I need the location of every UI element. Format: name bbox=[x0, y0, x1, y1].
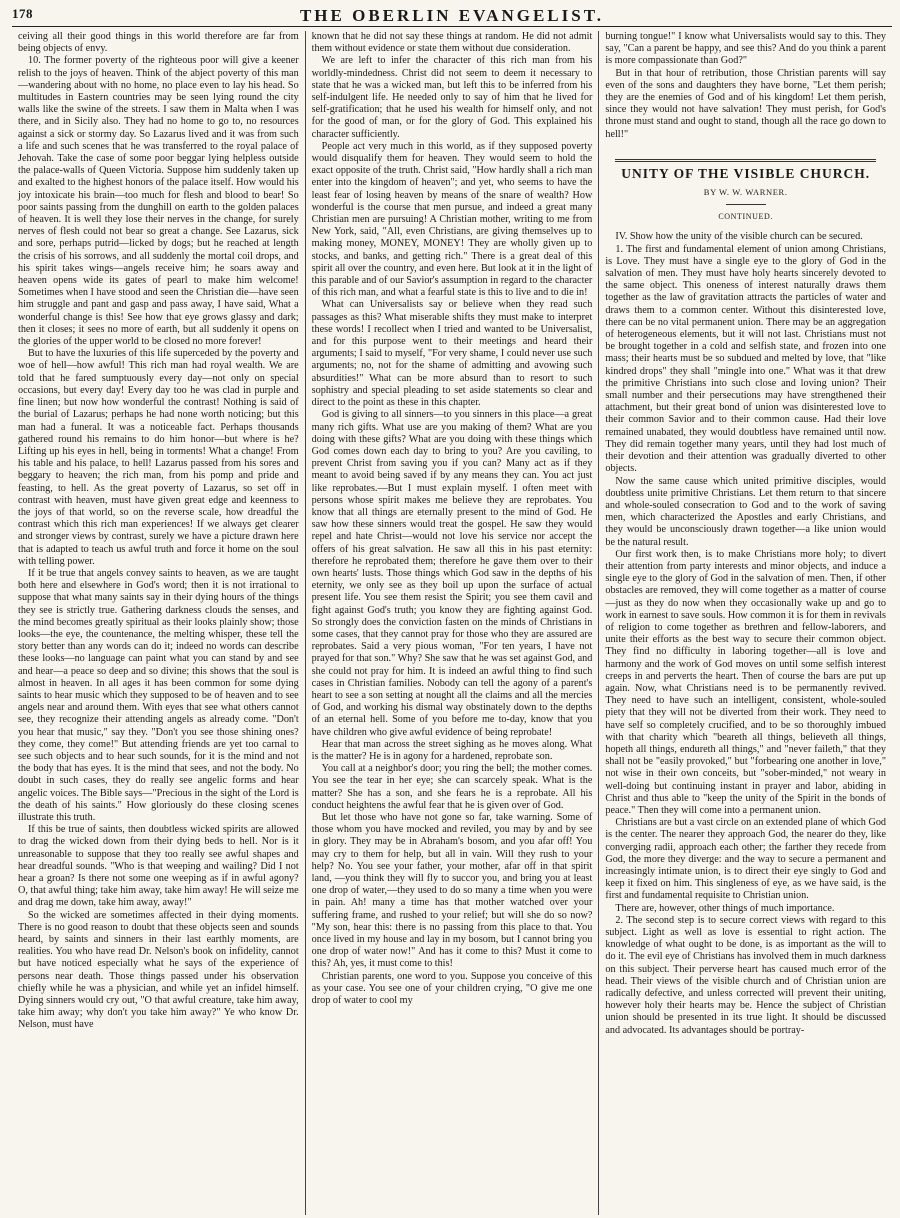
paragraph: 2. The second step is to secure correct views with regard to this subject. Light as well as love is essential to right action. The knowledge of what ought to be done, is as important as the will to do it. The evil eye of Christians has involved them in much darkness on this subject. Their perverse heart has caused much error of the head. Their views of the visible church and of Christian union are radically defective, and unless corrected will prevent their uniting, however holy their hearts may be. Hence the subject of Christian union should be presented in its true light. It should be discussed and advocated. Its advantages should be portray- bbox=[605, 914, 887, 1036]
column-middle bbox=[305, 31, 599, 1215]
paragraph: You call at a neighbor's door; you ring the bell; the mother comes. You see the tear in her eye; she can scarcely speak. What is the matter? She has a son, and she fears he is a reprobate. All his conduct heightens the awful fear that he is given over of God. bbox=[311, 763, 593, 811]
paragraph: God is giving to all sinners—to you sinners in this place—a great many rich gifts. What use are you making of them? What are you doing with these gifts? What are you doing with these things which God comes down each day to bring to you? Are you caviling, to prevent Christ from saving you if you can? Many act as if they meant to avoid being saved if by any means they can. You act just like reprobates.—But I must explain myself. I often meet with persons whose spirit makes me believe they are reprobates. You know that all things are eternally present to the mind of God. He saw how these sinners would treat the gospel. He saw they would repel and hate Christ—would not love his service nor accept the offers of his great salvation. He saw all this in his past eternity: therefore he reprobated them; therefore he gave them over to their own hearts' lusts. Those things which God saw in the depths of his eternity, we only see as they boil up upon the surface of actual present life. You see them resist the Spirit; you see them cavil and fight against God's truth; you know they are fighting against God. So strongly does the conviction fasten on the minds of Christians in some cases, that they cannot pray for those who they are assured are reprobates. Said a very pious woman, "For ten years, I have not prayed for that son." Why? She saw that he was set against God, and she could not pray for him. It is indeed an awful thing to find such cases in Christian families. Nobody can tell the agony of a parent's heart to see a son setting at nought all the claims and all the mercies of God, and working his dismal way obstinately down to the depths of an eternal hell. Some of you before me to-day, know that you have children who give awful evidence of being reprobate! bbox=[311, 409, 593, 738]
paragraph: Christian parents, one word to you. Suppose you conceive of this as your case. You see one of your children crying, "O give me one drop of water to cool my bbox=[311, 970, 593, 1007]
paragraph: Our first work then, is to make Christians more holy; to divert their attention from party interests and minor objects, and induce a single eye to the glory of God in the salvation of men. Then, if other obstacles are removed, they will come together as a matter of course—just as they do now when they occasionally wake up and go to work in earnest to save souls. How common it is for them in revivals of religion to come together as brethren and fellow-laborers, and unite their efforts as the best way to secure their common object. They find no difficulty in laboring together—all is love and harmony and the work of God moves on until some selfish interest creeps in and perverts the heart. Then of course the bars are put up again. Now, what Christians need is to be permanently revived. They need to have such an intelligent, consistent, whole-souled piety that they will not be diverted from their work. They need to have self so completely crucified, and to be so thoroughly imbued with that charity which "beareth all things, believeth all things, hopeth all things, endureth all things," and "never faileth," that they shall not be "easily provoked," but "forbearing one another in love," not wise in their own conceits, but "sober-minded," not weary in well-doing but continuing instant in prayer and labor, abiding in Christ and thus able to "keep the unity of the Spirit in the bonds of peace." Then they will come into a permanent union. bbox=[605, 548, 887, 816]
article-title: UNITY OF THE VISIBLE CHURCH. bbox=[621, 165, 871, 181]
column-right bbox=[598, 31, 892, 1215]
paragraph: Now the same cause which united primitive disciples, would doubtless unite primitive Christians. Let them return to that sincere and whole-souled consecration to God and to the work of saving men, which characterized the Apostles and early Christians, and they would be unconsciously drawn together—a like union would be the natural result. bbox=[605, 475, 887, 548]
byline-rule bbox=[726, 204, 766, 205]
paragraph: So the wicked are sometimes affected in their dying moments. There is no good reason to doubt that these objects seen and sounds heard, by saints and sinners in their last earthly moments, are realities. You who have read Dr. Nelson's book on infidelity, cannot but have noticed especially what he says of the experience of persons near death. Those things passed under his observation chiefly while he was a physician, and while yet an infidel himself. Dying sinners would cry out, "O that awful creature, take him away, take him away; why don't you take him away?" Ye who know Dr. Nelson, must have bbox=[18, 909, 299, 1031]
page-number: 178 bbox=[12, 6, 33, 21]
paragraph: 10. The former poverty of the righteous poor will give a keener relish to the joys of heaven. Think of the abject poverty of this man—wandering about with no home, no place even to lay his head. So multitudes in Eastern countries may be seen lying round the city walls like the swine of the streets. I saw them in Malta when I was there, and in Sicily also. They had no home to go to, no resources against a sick or stormy day. So Lazarus lived and it was from such a life and such scenes that he was transferred to the royal palace of Jehovah. Take the case of some poor beggar lying helpless outside the palace-walls of Queen Victoria. Suppose him suddenly taken up and exalted to the highest honors of the palace itself. How would his joy intoxicate his brain—too much for flesh and blood to bear! So poor saints passing from the dunghill on earth to the golden palaces of heaven. It is well they lose their nerves in the change, for surely nerves of flesh could not bear so great a change. See Lazarus, sick and sore, perhaps putrid—licked by dogs; but he reached at length the crisis of his sorrows, and all suddenly the mortal coil drops, and his spirit takes wings—angels receive him; he soars away and heaven opens wide its gates of pearl to make him welcome! Sometimes when I have stood and seen the Christian die—have seen him struggle and pant and gasp and pass away, I have said, What a wonderful change is this! See how that eye grows glassy and dark; then it closes; it sees no more of earth, but all suddenly it opens on the glories of the upper world to be closed no more forever! bbox=[18, 55, 299, 348]
header-rule bbox=[615, 159, 876, 162]
continued-label: CONTINUED. bbox=[718, 212, 774, 222]
paragraph: 1. The first and fundamental element of union among Christians, is Love. They must have a single eye to the glory of God in the salvation of men. They must have holy hearts sincerely devoted to the same object. This oneness of interest naturally draws them together as the law of gravitation attracts the particles of water and draws them to a common center. Without this disinterested love, there can be no vital permanent union. There may be an aggregation of heterogeneous elements, but it will not last. Christians must not be brought together in a cold and selfish state, and frozen into one mass; their hearts must be so subdued and melted by love, that "like kindred drops" they shall "mingle into one." What was it that drew the primitive Christians into such close and loving union? Their small number and their persecutions may have strengthened their attachment, but their great bond of union was disinterested love to their common Savior and to their common cause. Had their love remained unabated, they would doubtless have remained until now. They did remain together many years, until they had lost much of their devotion and their attention was gradually diverted to other objects. bbox=[605, 243, 887, 475]
paragraph: People act very much in this world, as if they supposed poverty would disqualify them for heaven. They would seem to hold the exact opposite of the truth. Christ said, "How hardly shall a rich man enter into the kingdom of heaven"; and yet, who seems to have the least fear of losing heaven by means of the snare of wealth? How wonderful is the course that men pursue, and indeed a great many Christian men are pursuing! A Christian mother, writing to me from New York, said, "All, even Christians, are giving themselves up to making money, MONEY, MONEY! They are wholly given up to stocks, and banks, and getting rich." There is a great deal of this spirit all over the country, and even here. But look at it in the light of this parable and of our Savior's assumption in regard to the character of this rich man, and what a fearful state is this to live and to die in! bbox=[311, 140, 593, 299]
paragraph: But in that hour of retribution, those Christian parents will say even of the sons and daughters they have borne, "Let them perish; they are the enemies of God and of his kingdom! Let them perish, since they would not have salvation! They must perish, for God's throne must stand and ought to stand, though all the race go down to hell!" bbox=[605, 67, 887, 140]
article-columns bbox=[12, 31, 892, 1215]
byline: BY W. W. WARNER. bbox=[703, 187, 788, 198]
paragraph: But let those who have not gone so far, take warning. Some of those whom you have mocked and reviled, you may by and by see in glory. They may be in Abraham's bosom, and you afar off! You may cry to them for help, but all in vain. Will they rush to your help? No. You see your father, your mother, afar off in that spirit land, —you think they will fly to succor you, and bring you at least one drop of water,—they used to do so many a time when you were in pain. Ah! many a time has that mother watched over your suffering frame, and rushed to your relief; but will she do so now? "My son, hear this: there is no passing from this place to that. You once lived in my house and lay in my bosom, but I cannot bring you one drop of water now!" And has it come to this? Must it come to this? Ah, yes, it must come to this! bbox=[311, 812, 593, 970]
paragraph: There are, however, other things of much importance. bbox=[615, 902, 835, 914]
paragraph: ceiving all their good things in this world therefore are far from being objects of envy. bbox=[18, 31, 299, 55]
paragraph: But to have the luxuries of this life superceded by the poverty and woe of hell—how awful! This rich man had royal wealth. We are told that he fared sumptuously every day—not only on special occasions, but every day! Every day too he was clad in purple and fine linen; but now how wonderful the contrast! Nothing is said of the burial of Lazarus; perhaps he had none worth noticing; but this man had a funeral. It was a noticeable fact. Perhaps thousands gathered round his remains to do him honor—but where is he? Lifting up his eyes in hell, being in torments! What a change! From his table and his palace, to hell! Lazarus passed from his sores and beggary to heaven; the rich man, from his pomp and pride and feasting, to hell. As the great poverty of Lazarus, so set off in contrast with heaven, must have given great edge and keenness to the joys of that world, so on the reverse scale, how dreadful the contrast which this rich man experiences! If we always get clearer and stronger views by contrast, surely we have a picture drawn here that is adapted to teach us awful truth and force it home on the soul with telling power. bbox=[18, 348, 299, 567]
paragraph: burning tongue!" I know what Universalists would say to this. They say, "Can a parent be happy, and see this? And do you think a parent is more compassionate than God?" bbox=[605, 31, 887, 67]
article-header bbox=[605, 159, 886, 224]
paragraph: IV. Show how the unity of the visible church can be secured. bbox=[615, 231, 863, 243]
paragraph: If this be true of saints, then doubtless wicked spirits are allowed to drag the wicked down from their dying beds to hell. Nor is it unreasonable to suppose that they too really see awful shapes and hear dreadful sounds. "Who is that weeping and wailing? Did I not hear a groan? Is there not some one weeping as if in awful agony? O, that awful thing; take him away, take him away! He will seize me and drag me down, take him away, away!" bbox=[18, 824, 299, 909]
paragraph: known that he did not say these things at random. He did not admit them without evidence or state them without due consideration. bbox=[311, 31, 593, 55]
masthead bbox=[12, 6, 892, 27]
column-left bbox=[12, 31, 305, 1215]
paragraph: Hear that man across the street sighing as he moves along. What is the matter? He is in agony for a hardened, reprobate son. bbox=[311, 738, 593, 762]
paragraph: Christians are but a vast circle on an extended plane of which God is the center. The nearer they approach God, the nearer do they, like converging radii, approach each other; the farther they recede from God, the more they diverge: and the way to secure a permanent and increasingly intimate union, is to direct their eye singly to God and keep it fixed on him. This singleness of eye, as we have said, is the first and fundamental requisite to Christian union. bbox=[605, 817, 887, 902]
paragraph: If it be true that angels convey saints to heaven, as we are taught both here and elsewhere in God's word; then it is not irrational to suppose that what many saints say in their dying hours of the things they see is strictly true. Gathering darkness clouds the senses, and the mind becomes greatly spiritual as their looks plainly show; those looks—the eye, the countenance, the melting whisper, these tell the story better than any words can do it; indeed no words can describe these looks—no language can paint what you can stand by and see and hear—a peace so deep and so divine; this shows that the soul is almost in heaven. In all ages it has been common for some dying saints to hear music which they supposed to be of heaven and to see angels near and around them. With eyes that see what others cannot see, they recognize their attending angels as already come. "Don't you hear that music," say they. "Don't you see those shining ones? they come, they come!" But attending friends are yet too carnal to see such objects and to hear such sounds, for it is the mind and not the body that has eyes. It is the mind that sees, and not the body. No doubt in such cases, they do really see angelic forms and hear angelic voices. The Bible says—"Precious in the sight of the Lord is the death of his saints." How gloriously do these closing scenes illustrate this truth. bbox=[18, 567, 299, 823]
paragraph: We are left to infer the character of this rich man from his worldly-mindedness. Christ did not seem to deem it necessary to state that he was a wicked man, but left this to be inferred from his self-indulgent life. He needed only to say of him that he lived for self-gratification; that he used his wealth for himself only, and not for the good of man, or for the glory of God. This explained his character sufficiently. bbox=[311, 55, 593, 140]
paragraph: What can Universalists say or believe when they read such passages as this? What miserable shifts they must make to interpret these words! I recollect when I tried and wanted to be Universalist, and for this purpose went to their meetings and heard their arguments; I said to myself, "For very shame, I could never use such arguments; no, not for the shame of admitting and avowing such absurdities!" What can be more absurd than to resort to such sophistry and special pleading to set aside statements so clear and direct to the point as these in this chapter. bbox=[311, 299, 593, 409]
paper-title: THE OBERLIN EVANGELIST. bbox=[299, 6, 605, 25]
